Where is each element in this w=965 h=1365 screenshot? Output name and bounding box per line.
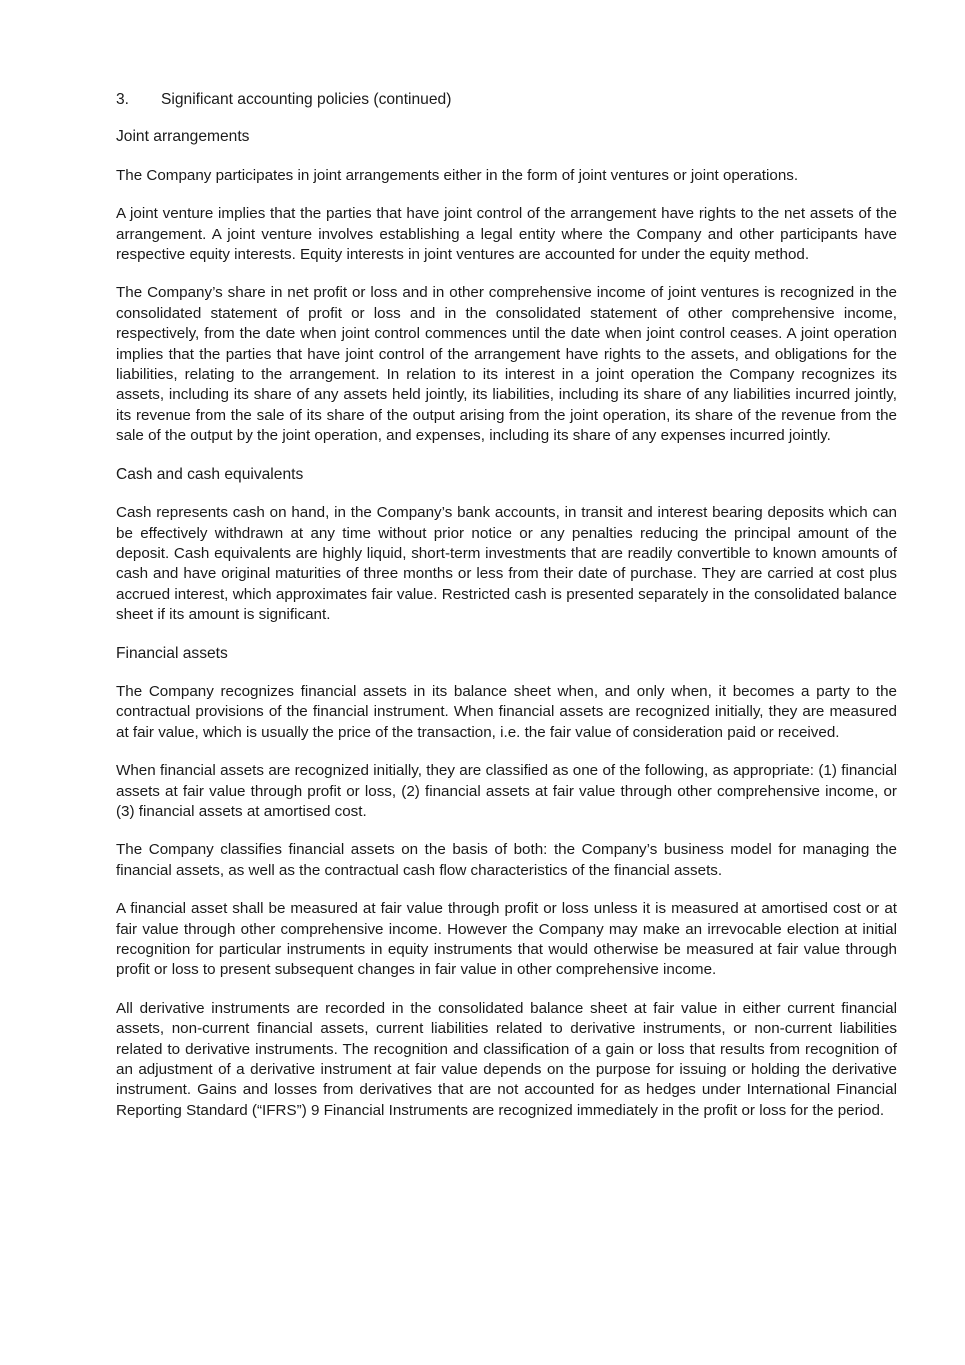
- paragraph-business-model: The Company classifies financial assets on the basis of both: the Company’s business model for managing the financial assets, as well as the contractual cash flow characteristics of the financial assets.: [116, 841, 897, 879]
- paragraph-joint-venture: A joint venture implies that the parties that have joint control of the arrangement have rights to the net assets of the arrangement. A joint venture involves establishing a legal entity where the Company and other participants have respective equity interests. Equity interests in joint ventures are accounted for under the equity method.: [116, 205, 897, 264]
- paragraph-financial-assets-recognition: The Company recognizes financial assets in its balance sheet when, and only when, it becomes a party to the contractual provisions of the financial instrument. When financial assets are recognized initially, they are measured at fair value, which is usually the price of the transaction, i.e. the fair value of consideration paid or received.: [116, 682, 897, 741]
- section-title: [116, 90, 897, 110]
- paragraph-cash: Cash represents cash on hand, in the Company’s bank accounts, in transit and interest bearing deposits which can be effectively withdrawn at any time without prior notice or any penalties reducing the principal amount of the deposit. Cash equivalents are highly liquid, short-term investments that are readily convertible to known amounts of cash and have original maturities of three months or less from their date of purchase. They are carried at cost plus accrued interest, which approximates fair value. Restricted cash is presented separately in the consolidated balance sheet if its amount is significant.: [116, 504, 897, 624]
- paragraph-fair-value-measurement: A financial asset shall be measured at fair value through profit or loss unless it is measured at amortised cost or at fair value through other comprehensive income. However the Company may make an irrevocable election at initial recognition for particular instruments in equity instruments that would otherwise be measured at fair value through profit or loss to present subsequent changes in fair value in other comprehensive income.: [116, 900, 897, 979]
- section-number: 3.: [116, 91, 130, 108]
- paragraph-joint-arrangements-intro: The Company participates in joint arrangements either in the form of joint ventures or joint operations.: [116, 166, 799, 184]
- heading-joint-arrangements: Joint arrangements: [116, 128, 250, 146]
- heading-cash-equivalents: Cash and cash equivalents: [116, 465, 304, 483]
- document-page: [116, 90, 897, 1139]
- paragraph-joint-operation: The Company’s share in net profit or loss and in other comprehensive income of joint ventures is recognized in the consolidated statement of profit or loss and in the consolidated statement of other comprehensive income, respectively, from the date when joint control commences until the date when joint control ceases. A joint operation implies that the parties that have joint control of the arrangement have rights to the assets, and obligations for the liabilities, relating to the arrangement. In relation to its interest in a joint operation the Company recognizes its assets, including its share of any assets held jointly, its liabilities, including its share of any liabilities incurred jointly, its revenue from the sale of its share of the output arising from the joint operation, its share of the revenue from the sale of the output by the joint operation, and expenses, including its share of any expenses incurred jointly.: [116, 284, 897, 445]
- section-title-text: Significant accounting policies (continued): [161, 91, 452, 108]
- paragraph-derivatives: All derivative instruments are recorded in the consolidated balance sheet at fair value in either current financial assets, non-current financial assets, current liabilities related to derivative instruments, or non-current liabilities related to derivative instruments. The recognition and classification of a gain or loss that results from recognition of an adjustment of a derivative instrument at fair value depends on the purpose for issuing or holding the derivative instrument. Gains and losses from derivatives that are not accounted for as hedges under International Financial Reporting Standard (“IFRS”) 9 Financial Instruments are recognized immediately in the profit or loss for the period.: [116, 999, 897, 1119]
- heading-financial-assets: Financial assets: [116, 644, 228, 662]
- paragraph-financial-assets-classification: When financial assets are recognized initially, they are classified as one of the following, as appropriate: (1) financial assets at fair value through profit or loss, (2) financial assets at fair value through other comprehensive income, or (3) financial assets at amortised cost.: [116, 762, 897, 820]
